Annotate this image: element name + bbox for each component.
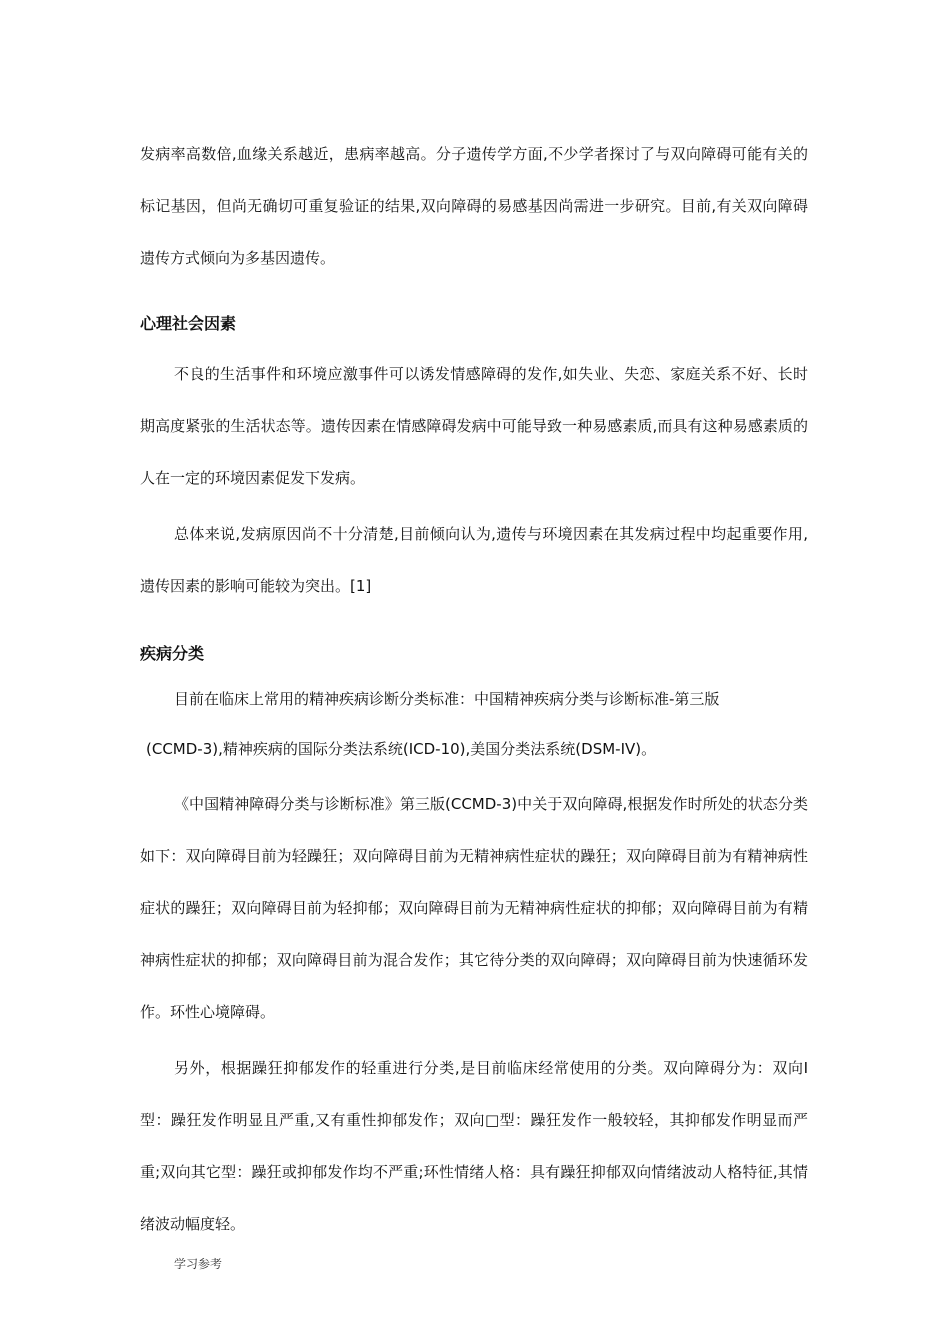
- document-page: [140, 128, 808, 1250]
- footer-note: 学习参考: [174, 1257, 223, 1271]
- paragraph-standards-line1: 目前在临床上常用的精神疾病诊断分类标准：中国精神疾病分类与诊断标准-第三版: [174, 690, 720, 708]
- paragraph-severity: 另外，根据躁狂抑郁发作的轻重进行分类,是目前临床经常使用的分类。双向障碍分为：双向Ⅰ型：躁狂发作明显且严重,又有重性抑郁发作；双向□型：躁狂发作一般较轻，其抑郁发作明显而严重;双向其它型：躁狂或抑郁发作均不严重;环性情绪人格：具有躁狂抑郁双向情绪波动人格特征,其情绪波动幅度轻。: [140, 1059, 808, 1233]
- paragraph-genetics: 发病率高数倍,血缘关系越近，患病率越高。分子遗传学方面,不少学者探讨了与双向障碍可能有关的标记基因，但尚无确切可重复验证的结果,双向障碍的易感基因尚需进一步研究。目前,有关双向障碍遗传方式倾向为多基因遗传。: [140, 145, 808, 267]
- paragraph-psychosocial: 不良的生活事件和环境应激事件可以诱发情感障碍的发作,如失业、失恋、家庭关系不好、长时期高度紧张的生活状态等。遗传因素在情感障碍发病中可能导致一种易感素质,而具有这种易感素质的人在一定的环境因素促发下发病。: [140, 365, 808, 487]
- paragraph-ccmd3: 《中国精神障碍分类与诊断标准》第三版(CCMD-3)中关于双向障碍,根据发作时所处的状态分类如下：双向障碍目前为轻躁狂；双向障碍目前为无精神病性症状的躁狂；双向障碍目前为有精神病性症状的躁狂；双向障碍目前为轻抑郁；双向障碍目前为无精神病性症状的抑郁；双向障碍目前为有精神病性症状的抑郁；双向障碍目前为混合发作；其它待分类的双向障碍；双向障碍目前为快速循环发作。环性心境障碍。: [140, 795, 808, 1021]
- heading-classification: 疾病分类: [140, 644, 205, 663]
- heading-psychosocial: 心理社会因素: [140, 314, 237, 333]
- paragraph-standards-line2: (CCMD-3),精神疾病的国际分类法系统(ICD-10),美国分类法系统(DSM-IV)。: [146, 740, 657, 758]
- paragraph-summary: 总体来说,发病原因尚不十分清楚,目前倾向认为,遗传与环境因素在其发病过程中均起重要作用,遗传因素的影响可能较为突出。[1]: [140, 525, 808, 595]
